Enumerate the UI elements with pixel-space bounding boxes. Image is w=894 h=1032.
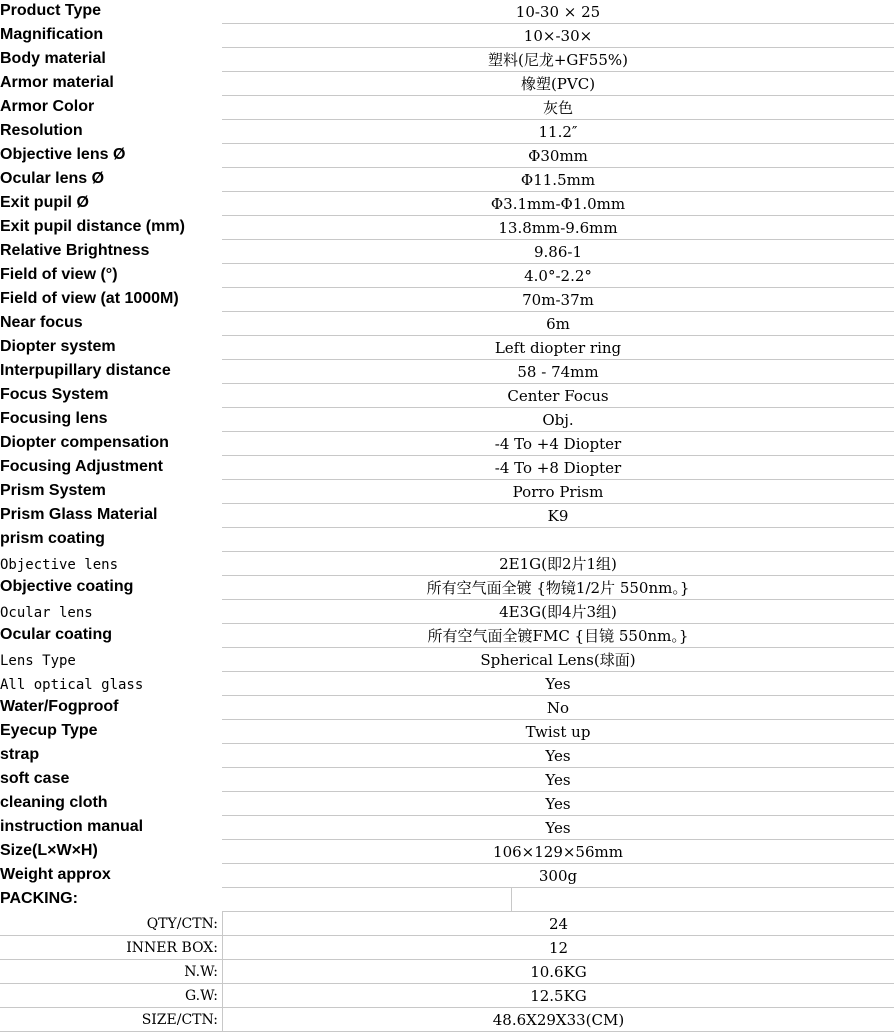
spec-value: 10-30 × 25 bbox=[222, 0, 894, 24]
packing-value: 48.6X29X33(CM) bbox=[222, 1008, 894, 1032]
spec-row bbox=[0, 456, 894, 480]
spec-value: 11.2″ bbox=[222, 120, 894, 144]
spec-row bbox=[0, 240, 894, 264]
spec-label: strap bbox=[0, 746, 40, 763]
spec-label: Water/Fogproof bbox=[0, 698, 119, 715]
spec-row bbox=[0, 864, 894, 888]
spec-row bbox=[0, 120, 894, 144]
spec-value: Yes bbox=[222, 744, 894, 768]
spec-row bbox=[0, 336, 894, 360]
spec-row bbox=[0, 0, 894, 24]
spec-label: All optical glass bbox=[0, 677, 144, 693]
packing-label: G.W: bbox=[0, 984, 222, 1008]
spec-label: Exit pupil Ø bbox=[0, 194, 89, 211]
spec-row bbox=[0, 600, 894, 624]
packing-label: QTY/CTN: bbox=[0, 912, 222, 936]
packing-blank-cell bbox=[222, 888, 512, 912]
packing-row bbox=[0, 984, 894, 1008]
spec-value: Yes bbox=[222, 672, 894, 696]
spec-value: 所有空气面全镀FMC {目镜 550nm。} bbox=[222, 624, 894, 648]
spec-row bbox=[0, 96, 894, 120]
spec-label: Prism System bbox=[0, 482, 106, 499]
packing-value: 24 bbox=[222, 912, 894, 936]
spec-row bbox=[0, 384, 894, 408]
spec-value: 橡塑(PVC) bbox=[222, 72, 894, 96]
spec-label: Field of view (°) bbox=[0, 266, 118, 283]
spec-value: 300g bbox=[222, 864, 894, 888]
packing-row bbox=[0, 936, 894, 960]
spec-label: Field of view (at 1000M) bbox=[0, 290, 179, 307]
spec-value: 4.0°-2.2° bbox=[222, 264, 894, 288]
spec-label: Interpupillary distance bbox=[0, 362, 171, 379]
packing-row bbox=[0, 1008, 894, 1032]
packing-blank-cell bbox=[512, 888, 894, 912]
spec-value: Porro Prism bbox=[222, 480, 894, 504]
packing-row bbox=[0, 912, 894, 936]
spec-label: Size(L×W×H) bbox=[0, 842, 98, 859]
spec-row bbox=[0, 312, 894, 336]
spec-row bbox=[0, 720, 894, 744]
spec-value: 58 - 74mm bbox=[222, 360, 894, 384]
spec-label: Focusing lens bbox=[0, 410, 108, 427]
spec-value: Left diopter ring bbox=[222, 336, 894, 360]
spec-label: Exit pupil distance (mm) bbox=[0, 218, 185, 235]
packing-value: 12 bbox=[222, 936, 894, 960]
spec-row bbox=[0, 792, 894, 816]
spec-label: Objective lens Ø bbox=[0, 146, 126, 163]
spec-value: No bbox=[222, 696, 894, 720]
spec-value: 2E1G(即2片1组) bbox=[222, 552, 894, 576]
spec-row bbox=[0, 504, 894, 528]
packing-row bbox=[0, 960, 894, 984]
spec-label: cleaning cloth bbox=[0, 794, 108, 811]
spec-row bbox=[0, 696, 894, 720]
spec-label: Body material bbox=[0, 50, 106, 67]
spec-row bbox=[0, 528, 894, 552]
spec-row bbox=[0, 216, 894, 240]
spec-row bbox=[0, 552, 894, 576]
spec-row bbox=[0, 144, 894, 168]
spec-label: Armor material bbox=[0, 74, 114, 91]
spec-label: Lens Type bbox=[0, 653, 76, 669]
spec-value: K9 bbox=[222, 504, 894, 528]
spec-label: Relative Brightness bbox=[0, 242, 150, 259]
spec-row bbox=[0, 24, 894, 48]
spec-value: Φ11.5mm bbox=[222, 168, 894, 192]
spec-value: 4E3G(即4片3组) bbox=[222, 600, 894, 624]
spec-label: Ocular coating bbox=[0, 626, 113, 643]
spec-label: Eyecup Type bbox=[0, 722, 98, 739]
spec-label: instruction manual bbox=[0, 818, 144, 835]
spec-value: -4 To +4 Diopter bbox=[222, 432, 894, 456]
spec-row bbox=[0, 168, 894, 192]
packing-label: N.W: bbox=[0, 960, 222, 984]
spec-label: prism coating bbox=[0, 530, 105, 547]
spec-label: Armor Color bbox=[0, 98, 95, 115]
spec-label: Near focus bbox=[0, 314, 83, 331]
spec-row bbox=[0, 360, 894, 384]
spec-value: Yes bbox=[222, 816, 894, 840]
spec-row bbox=[0, 744, 894, 768]
spec-row bbox=[0, 48, 894, 72]
spec-value: Yes bbox=[222, 768, 894, 792]
spec-row bbox=[0, 768, 894, 792]
spec-label: Magnification bbox=[0, 26, 104, 43]
packing-value: 10.6KG bbox=[222, 960, 894, 984]
spec-row bbox=[0, 624, 894, 648]
packing-label: SIZE/CTN: bbox=[0, 1008, 222, 1032]
spec-row bbox=[0, 816, 894, 840]
spec-value: 9.86-1 bbox=[222, 240, 894, 264]
spec-value: Yes bbox=[222, 792, 894, 816]
spec-label: Product Type bbox=[0, 2, 102, 19]
spec-label: Focusing Adjustment bbox=[0, 458, 163, 475]
spec-label: Objective lens bbox=[0, 557, 119, 573]
spec-value: 10×-30× bbox=[222, 24, 894, 48]
spec-label: Resolution bbox=[0, 122, 83, 139]
spec-label: Focus System bbox=[0, 386, 109, 403]
spec-label: Diopter system bbox=[0, 338, 116, 355]
spec-label: Diopter compensation bbox=[0, 434, 169, 451]
spec-row bbox=[0, 480, 894, 504]
spec-value: 灰色 bbox=[222, 96, 894, 120]
spec-row bbox=[0, 648, 894, 672]
spec-row bbox=[0, 840, 894, 864]
spec-row bbox=[0, 408, 894, 432]
spec-value: Φ3.1mm-Φ1.0mm bbox=[222, 192, 894, 216]
packing-value: 12.5KG bbox=[222, 984, 894, 1008]
spec-row bbox=[0, 432, 894, 456]
spec-value: Center Focus bbox=[222, 384, 894, 408]
spec-value: 13.8mm-9.6mm bbox=[222, 216, 894, 240]
spec-value: 70m-37m bbox=[222, 288, 894, 312]
spec-row bbox=[0, 672, 894, 696]
spec-value: Obj. bbox=[222, 408, 894, 432]
spec-value: Spherical Lens(球面) bbox=[222, 648, 894, 672]
spec-label: Ocular lens bbox=[0, 605, 93, 621]
spec-value: Twist up bbox=[222, 720, 894, 744]
spec-label: soft case bbox=[0, 770, 70, 787]
spec-value: 6m bbox=[222, 312, 894, 336]
spec-row bbox=[0, 192, 894, 216]
packing-heading-row bbox=[0, 888, 894, 912]
packing-heading: PACKING: bbox=[0, 890, 78, 907]
spec-value: Φ30mm bbox=[222, 144, 894, 168]
spec-value: 塑料(尼龙+GF55%) bbox=[222, 48, 894, 72]
spec-label: Weight approx bbox=[0, 866, 111, 883]
spec-value: -4 To +8 Diopter bbox=[222, 456, 894, 480]
spec-row bbox=[0, 72, 894, 96]
spec-value: 所有空气面全镀 {物镜1/2片 550nm。} bbox=[222, 576, 894, 600]
spec-value bbox=[222, 528, 894, 552]
spec-label: Ocular lens Ø bbox=[0, 170, 105, 187]
spec-row bbox=[0, 576, 894, 600]
packing-label: INNER BOX: bbox=[0, 936, 222, 960]
packing-table bbox=[0, 912, 894, 1032]
spec-label: Objective coating bbox=[0, 578, 134, 595]
spec-label: Prism Glass Material bbox=[0, 506, 158, 523]
spec-row bbox=[0, 264, 894, 288]
spec-value: 106×129×56mm bbox=[222, 840, 894, 864]
spec-row bbox=[0, 288, 894, 312]
